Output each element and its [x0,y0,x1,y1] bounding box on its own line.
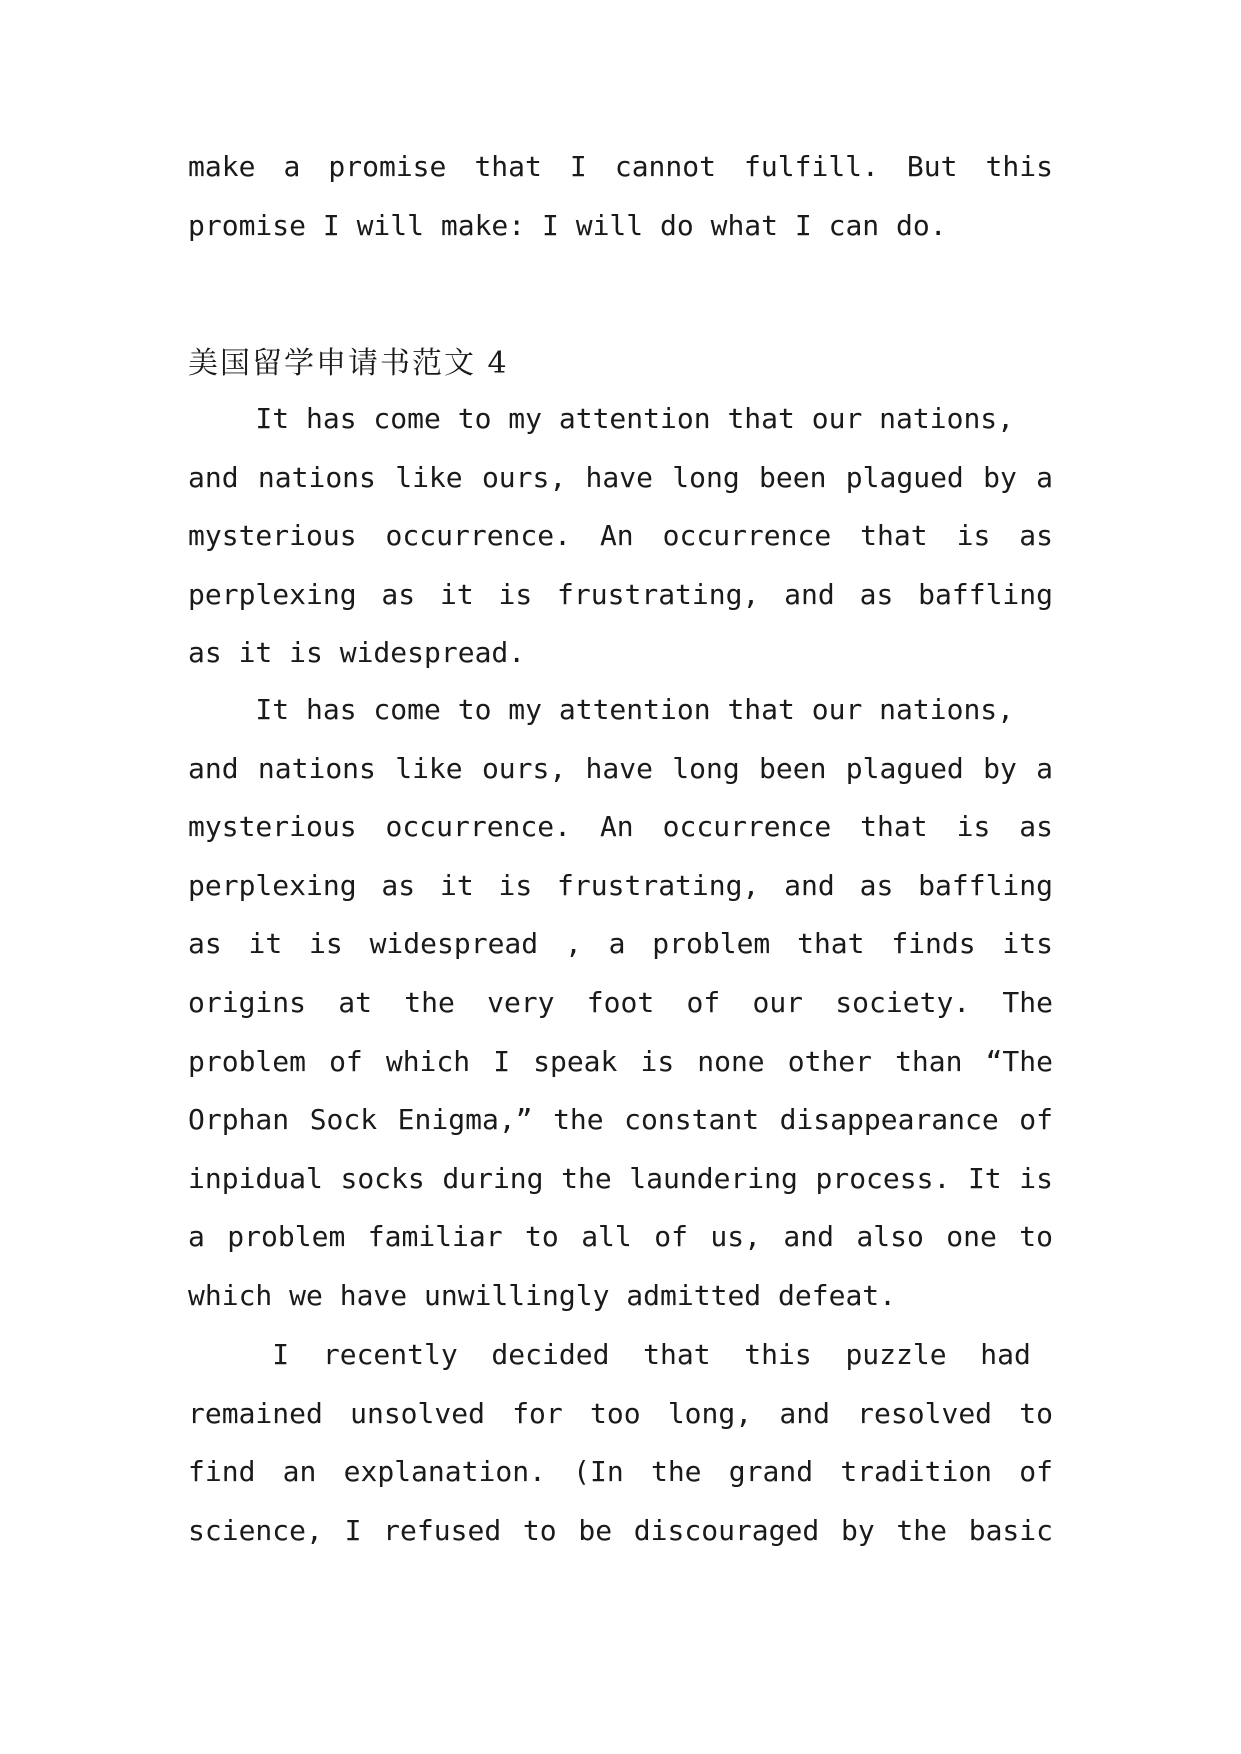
text-line: problem of which I speak is none other than “The [188,1044,1053,1078]
section-heading: 美国留学申请书范文 4 [188,346,509,381]
intro-block [188,138,1053,255]
text-line: and nations like ours, have long been plagued by a [188,751,1053,785]
text-line: perplexing as it is frustrating, and as baffling [188,868,1053,902]
text-line: as it is widespread , a problem that finds its [188,927,1053,961]
text-line: mysterious occurrence. An occurrence that is as [188,519,1053,553]
text-line: make a promise that I cannot fulfill. But this [188,150,1053,183]
paragraph-1 [188,390,1053,683]
text-line: It has come to my attention that our nations, [188,693,1015,726]
paragraph-3 [188,1326,1053,1560]
text-line: which we have unwillingly admitted defeat. [188,1278,897,1312]
text-line: science, I refused to be discouraged by the basic [188,1513,1053,1547]
text-line: as it is widespread. [188,636,526,670]
text-line: remained unsolved for too long, and resolved to [188,1396,1053,1430]
text-line: It has come to my attention that our nations, [188,402,1015,435]
paragraph-2 [188,681,1053,1326]
text-line: Orphan Sock Enigma,” the constant disappearance of [188,1103,1053,1137]
text-line: a problem familiar to all of us, and also one to [188,1220,1053,1254]
text-line: and nations like ours, have long been plagued by a [188,460,1053,494]
text-line: perplexing as it is frustrating, and as baffling [188,577,1053,611]
text-line: inpidual socks during the laundering process. It is [188,1161,1053,1195]
text-line: I recently decided that this puzzle had [188,1338,1031,1371]
text-line: promise I will make: I will do what I can do. [188,208,947,242]
text-line: mysterious occurrence. An occurrence that is as [188,810,1053,844]
text-line: origins at the very foot of our society. The [188,985,1053,1019]
text-line: find an explanation. (In the grand tradition of [188,1455,1053,1489]
